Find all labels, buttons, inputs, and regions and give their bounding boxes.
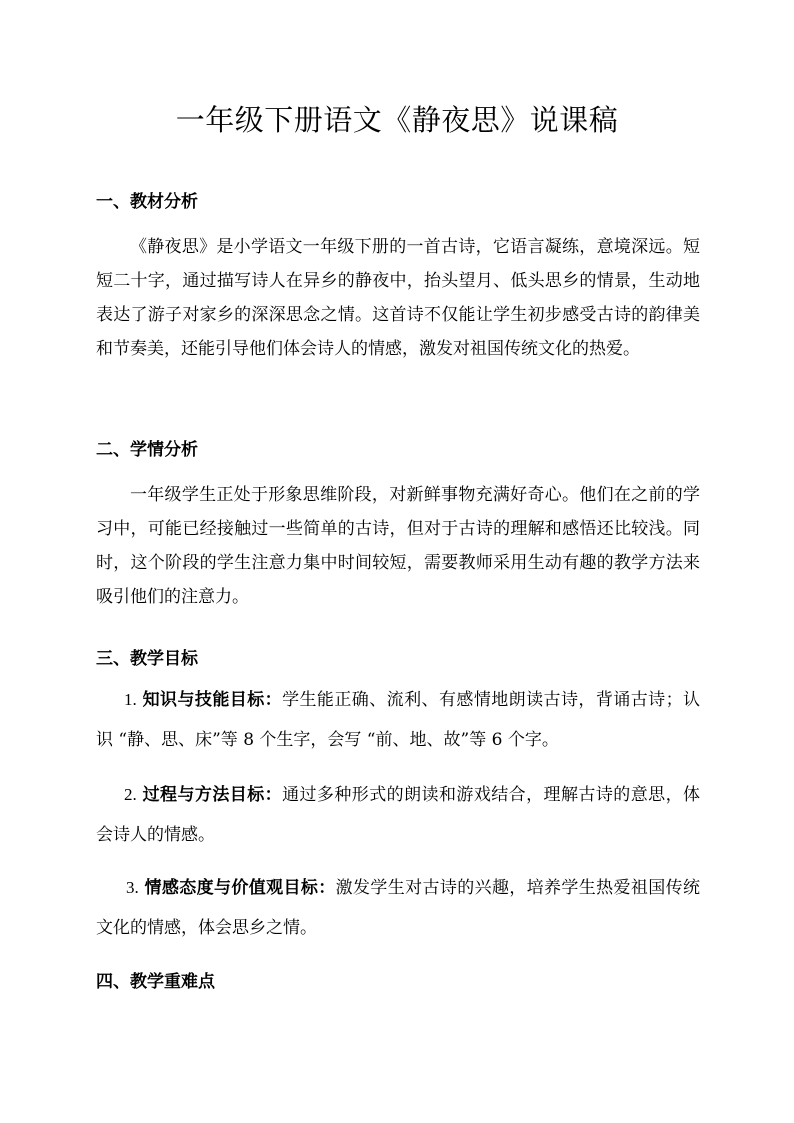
goal-item-emotion-values: [96, 868, 700, 948]
section-heading-learner-analysis: 二、学情分析: [96, 440, 198, 460]
section-heading-textbook-analysis: 一、教材分析: [96, 192, 198, 212]
section-heading-teaching-goals: 三、教学目标: [96, 649, 198, 669]
goal-number: 2.: [124, 785, 137, 804]
goal-text: 学生能正确、流利、有感情地朗读古诗，背诵古诗；认识 “静、思、床”等 8 个生字，会写 “前、地、故”等 6 个字。: [96, 690, 701, 750]
goal-label: 过程与方法目标：: [142, 785, 283, 805]
goal-text: 通过多种形式的朗读和游戏结合，理解古诗的意思，体会诗人的情感。: [96, 785, 701, 845]
goal-label: 知识与技能目标：: [142, 690, 283, 710]
goal-text: 激发学生对古诗的兴趣，培养学生热爱祖国传统文化的情感，体会思乡之情。: [96, 878, 701, 938]
goal-number: 3.: [126, 878, 139, 897]
page-title: 一年级下册语文《静夜思》说课稿: [175, 103, 619, 137]
paragraph-textbook-analysis: 《静夜思》是小学语文一年级下册的一首古诗，它语言凝练，意境深远。短短二十字，通过描写诗人在异乡的静夜中，抬头望月、低头思乡的情景，生动地表达了游子对家乡的深深思念之情。这首诗不仅能让学生初步感受古诗的韵律美和节奏美，还能引导他们体会诗人的情感，激发对祖国传统文化的热爱。: [96, 237, 700, 359]
section-heading-key-difficulties: 四、教学重难点: [96, 972, 215, 992]
goal-label: 情感态度与价值观目标：: [144, 878, 336, 898]
goal-number: 1.: [124, 690, 137, 709]
goal-item-process-methods: [96, 775, 700, 855]
goal-item-knowledge-skills: [96, 680, 700, 760]
paragraph-learner-analysis: 一年级学生正处于形象思维阶段，对新鲜事物充满好奇心。他们在之前的学习中，可能已经接触过一些简单的古诗，但对于古诗的理解和感悟还比较浅。同时，这个阶段的学生注意力集中时间较短，需要教师采用生动有趣的教学方法来吸引他们的注意力。: [96, 485, 700, 607]
